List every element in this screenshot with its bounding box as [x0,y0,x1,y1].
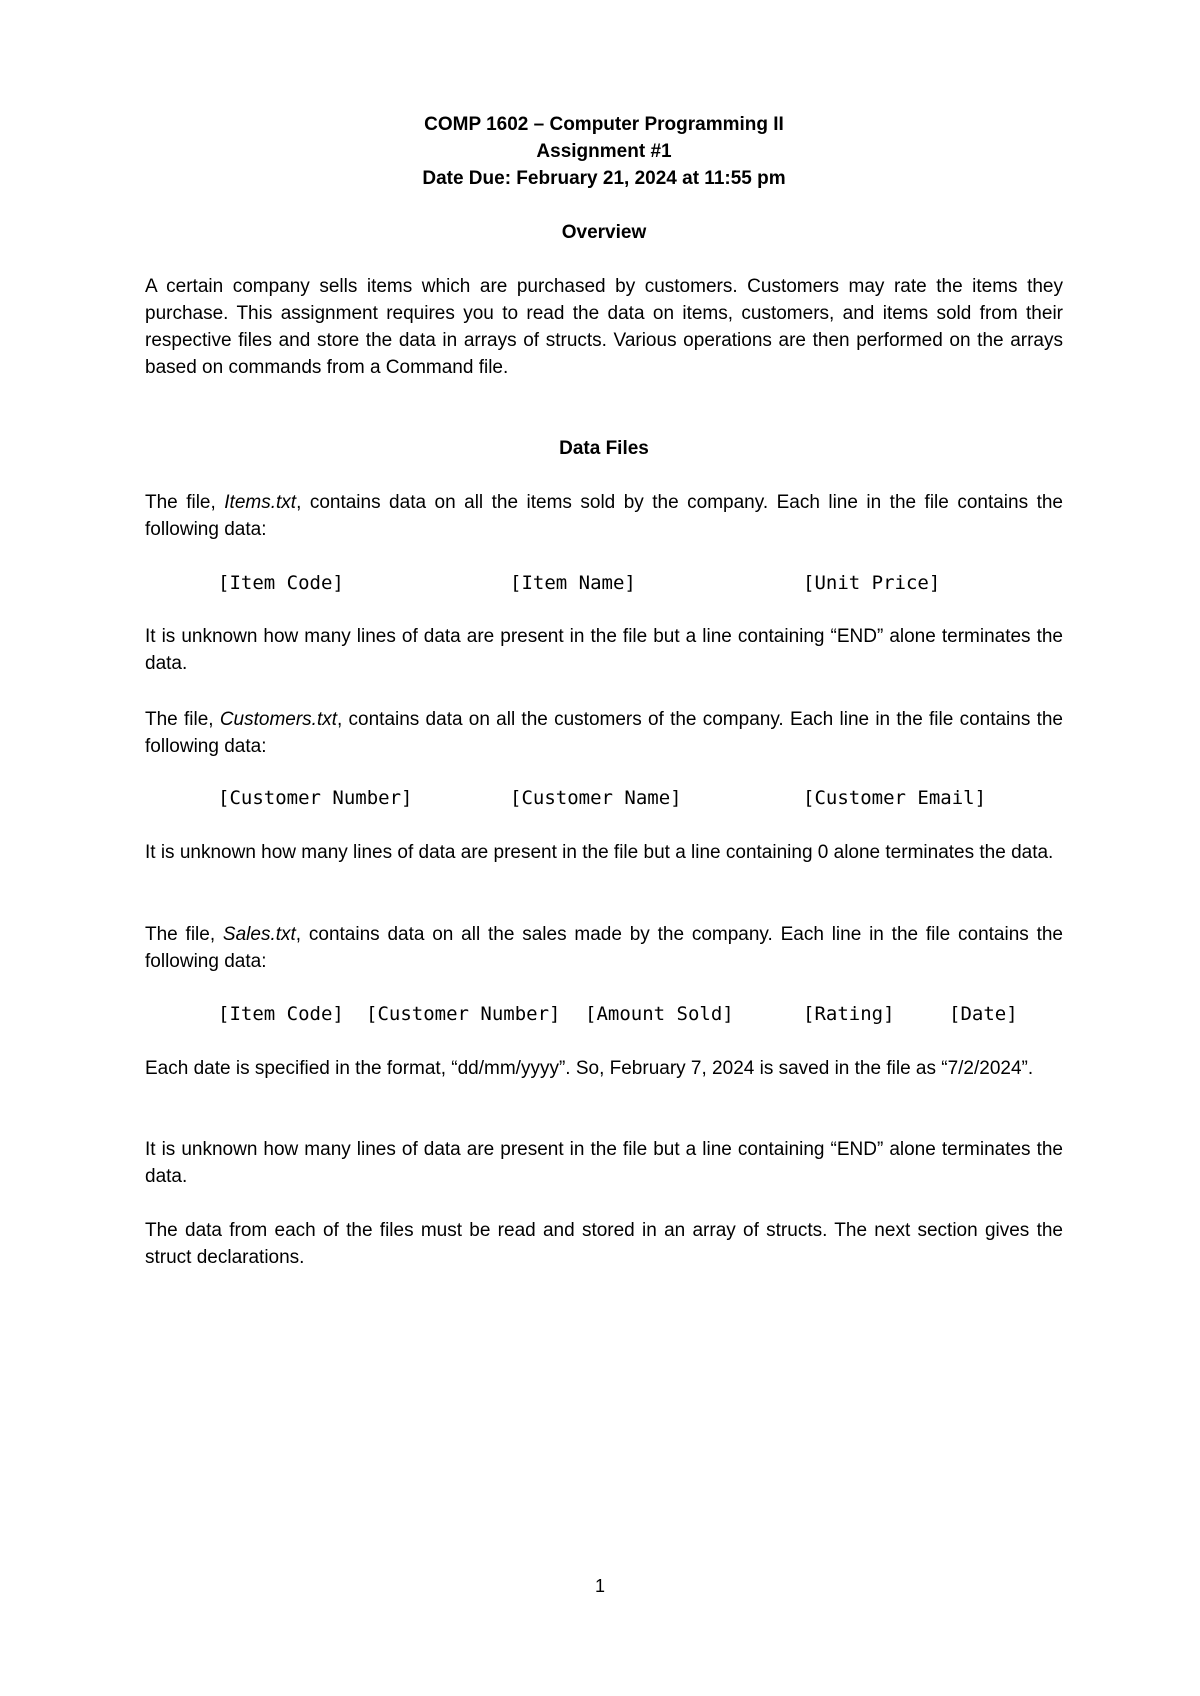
items-field-name: [Item Name] [510,572,636,594]
items-field-price: [Unit Price] [803,572,941,594]
sales-date-format: Each date is specified in the format, “dd/mm/yyyy”. So, February 7, 2024 is saved in the file as “7/2/2024”. [145,1058,1034,1079]
sales-filename: Sales.txt [222,924,296,945]
items-desc-post: , contains data on all the items sold by the company. Each line in the file contains the following data: [145,492,1063,540]
sales-field-date: [Date] [949,1003,1018,1025]
page-number: 1 [594,1576,605,1596]
customers-description [145,706,1063,760]
items-filename: Items.txt [224,492,297,513]
sales-desc-pre: The file, [145,924,223,945]
items-field-code: [Item Code] [218,572,344,594]
sales-description [145,921,1063,975]
customers-field-email: [Customer Email] [803,787,987,809]
sales-termination: It is unknown how many lines of data are present in the file but a line containing “END” alone terminates the data. [145,1139,1063,1187]
customers-filename: Customers.txt [219,709,338,730]
overview-heading: Overview [561,222,647,243]
sales-field-rating: [Rating] [803,1003,895,1025]
sales-desc-post: , contains data on all the sales made by the company. Each line in the file contains the following data: [145,924,1063,972]
due-date: Date Due: February 21, 2024 at 11:55 pm [422,168,786,189]
closing-paragraph: The data from each of the files must be read and stored in an array of structs. The next section gives the struct declarations. [145,1220,1063,1268]
sales-field-item-code: [Item Code] [218,1003,344,1025]
customers-field-number: [Customer Number] [218,787,413,809]
items-desc-pre: The file, [145,492,225,513]
customers-termination: It is unknown how many lines of data are present in the file but a line containing 0 alone terminates the data. [145,842,1054,863]
sales-field-customer-number: [Customer Number] [366,1003,561,1025]
data-files-heading: Data Files [559,438,649,459]
course-title: COMP 1602 – Computer Programming II [424,114,784,135]
customers-desc-post: , contains data on all the customers of the company. Each line in the file contains the following data: [145,709,1063,757]
assignment-title: Assignment #1 [536,141,672,162]
customers-field-name: [Customer Name] [510,787,682,809]
sales-field-amount-sold: [Amount Sold] [585,1003,734,1025]
items-termination: It is unknown how many lines of data are present in the file but a line containing “END” alone terminates the data. [145,626,1063,674]
customers-desc-pre: The file, [145,709,220,730]
overview-paragraph: A certain company sells items which are purchased by customers. Customers may rate the items they purchase. This assignment requires you to read the data on items, customers, and items sold from their respective files and store the data in arrays of structs. Various operations are then performed on the arrays based on commands from a Command file. [145,276,1063,378]
items-description [145,489,1063,543]
